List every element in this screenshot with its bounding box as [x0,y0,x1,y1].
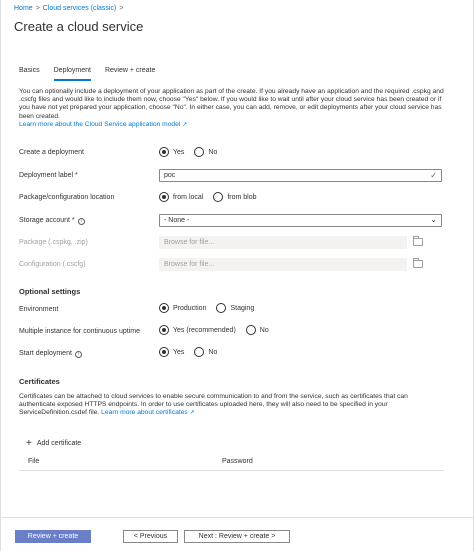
storage-account-label [19,217,85,225]
radio-label: Yes [173,148,185,156]
previous-button[interactable]: < Previous [123,530,178,543]
learn-more-certificates-label: Learn more about certificates [101,409,188,417]
tab-bar [19,67,169,81]
multiple-instance-row [19,324,439,338]
multiple-instance-yes-radio[interactable] [159,325,236,335]
tab-basics[interactable]: Basics [19,67,40,74]
external-link-icon: ↗ [189,410,195,417]
radio-selected-indicator [159,303,169,313]
deployment-label-row [19,169,439,183]
tab-review-create[interactable]: Review + create [104,67,156,74]
radio-indicator [216,303,226,313]
certificates-description [19,393,444,418]
deployment-label-value: poc [164,172,176,179]
radio-label: from blob [227,193,257,201]
start-deployment-radio-group [159,347,227,357]
breadcrumb-separator: > [35,5,40,12]
certificates-table-header [19,455,444,471]
package-label: Package (.cspkg, .zip) [19,239,88,246]
radio-label: Yes [173,348,185,356]
configuration-file-input[interactable]: Browse for file... [159,258,407,271]
storage-account-select[interactable] [159,214,442,227]
certificates-text: Certificates can be attached to cloud services to enable secure communication to and from the service, such as certificates that can authenticate exposed HTTPS endpoints. In order to use certificates uploaded here, they will also need to be specified in your ServiceDefinition.csdef file. [19,393,408,417]
create-deployment-no-radio[interactable] [194,147,217,157]
radio-indicator [194,347,204,357]
radio-indicator [194,147,204,157]
certificates-heading: Certificates [19,377,60,386]
tab-deployment[interactable]: Deployment [54,67,91,81]
radio-label: No [259,326,269,334]
radio-selected-indicator [159,192,169,202]
package-location-row [19,191,439,205]
info-icon[interactable]: i [78,218,85,225]
checkmark-icon: ✓ [430,171,437,180]
learn-more-certificates-link[interactable] [101,409,195,416]
package-file-input[interactable]: Browse for file... [159,236,407,249]
folder-icon[interactable] [413,238,423,246]
deployment-label-input[interactable] [159,169,442,182]
add-certificate-button[interactable] [26,438,81,449]
radio-label: Production [173,304,207,312]
column-header-password: Password [222,458,253,465]
create-deployment-yes-radio[interactable] [159,147,184,157]
environment-radio-group [159,303,264,313]
staging-radio[interactable] [216,303,254,313]
create-deployment-row [19,146,439,160]
package-location-radio-group [159,192,267,202]
optional-settings-heading: Optional settings [19,287,81,296]
breadcrumb-cloud-services[interactable]: Cloud services (classic) [42,5,117,12]
environment-row [19,302,439,316]
footer-action-bar [0,517,474,551]
page-title: Create a cloud service [14,19,144,34]
start-deployment-label [19,350,82,358]
package-location-label: Package/configuration location [19,194,115,201]
info-icon[interactable]: i [75,351,82,358]
radio-selected-indicator [159,347,169,357]
review-create-button[interactable]: Review + create [15,530,91,543]
from-local-radio[interactable] [159,192,203,202]
start-deployment-label-text: Start deployment [19,350,72,357]
breadcrumb-home[interactable]: Home [14,5,33,12]
multiple-instance-label: Multiple instance for continuous uptime [19,328,141,335]
create-deployment-label: Create a deployment [19,149,84,156]
folder-icon[interactable] [413,260,423,268]
radio-label: Yes (recommended) [173,326,236,334]
configuration-row [19,258,439,272]
create-deployment-radio-group [159,147,227,157]
production-radio[interactable] [159,303,206,313]
chevron-down-icon: ⌄ [430,215,437,224]
radio-label: Staging [230,304,255,312]
radio-label: from local [173,193,204,201]
environment-label: Environment [19,306,59,313]
learn-more-app-model-link[interactable] [19,121,187,128]
storage-account-row [19,214,439,228]
radio-indicator [213,192,223,202]
radio-indicator [246,325,256,335]
external-link-icon: ↗ [182,121,188,128]
radio-label: No [208,148,218,156]
configuration-label: Configuration (.cscfg) [19,261,86,268]
from-blob-radio[interactable] [213,192,256,202]
start-deployment-row [19,346,439,360]
radio-selected-indicator [159,325,169,335]
multiple-instance-no-radio[interactable] [246,325,269,335]
breadcrumb [14,5,126,12]
breadcrumb-trail-separator: > [119,5,124,12]
storage-account-value: - None - [164,217,190,224]
radio-label: No [208,348,218,356]
start-deployment-no-radio[interactable] [194,347,217,357]
intro-text: You can optionally include a deployment of your application as part of the create. If you already have an application and the required .cspkg and .cscfg files and would like to include them now, choose "Yes" below. If you would like to wait until after your cloud service has been created or if you have not yet prepared your application, choose "No". In either case, you can add, remove, or edit deployments after your cloud service has been created. [19,88,444,120]
learn-more-app-model-label: Learn more about the Cloud Service application model [19,120,181,128]
multiple-instance-radio-group [159,325,279,335]
deployment-label-label: Deployment label * [19,172,78,179]
storage-account-label-text: Storage account * [19,217,75,224]
package-row [19,236,439,250]
add-certificate-label: Add certificate [36,440,82,447]
next-review-create-button[interactable]: Next : Review + create > [184,530,290,543]
column-header-file: File [28,458,40,465]
plus-icon: + [26,438,32,449]
radio-selected-indicator [159,147,169,157]
intro-description [19,88,444,129]
start-deployment-yes-radio[interactable] [159,347,184,357]
